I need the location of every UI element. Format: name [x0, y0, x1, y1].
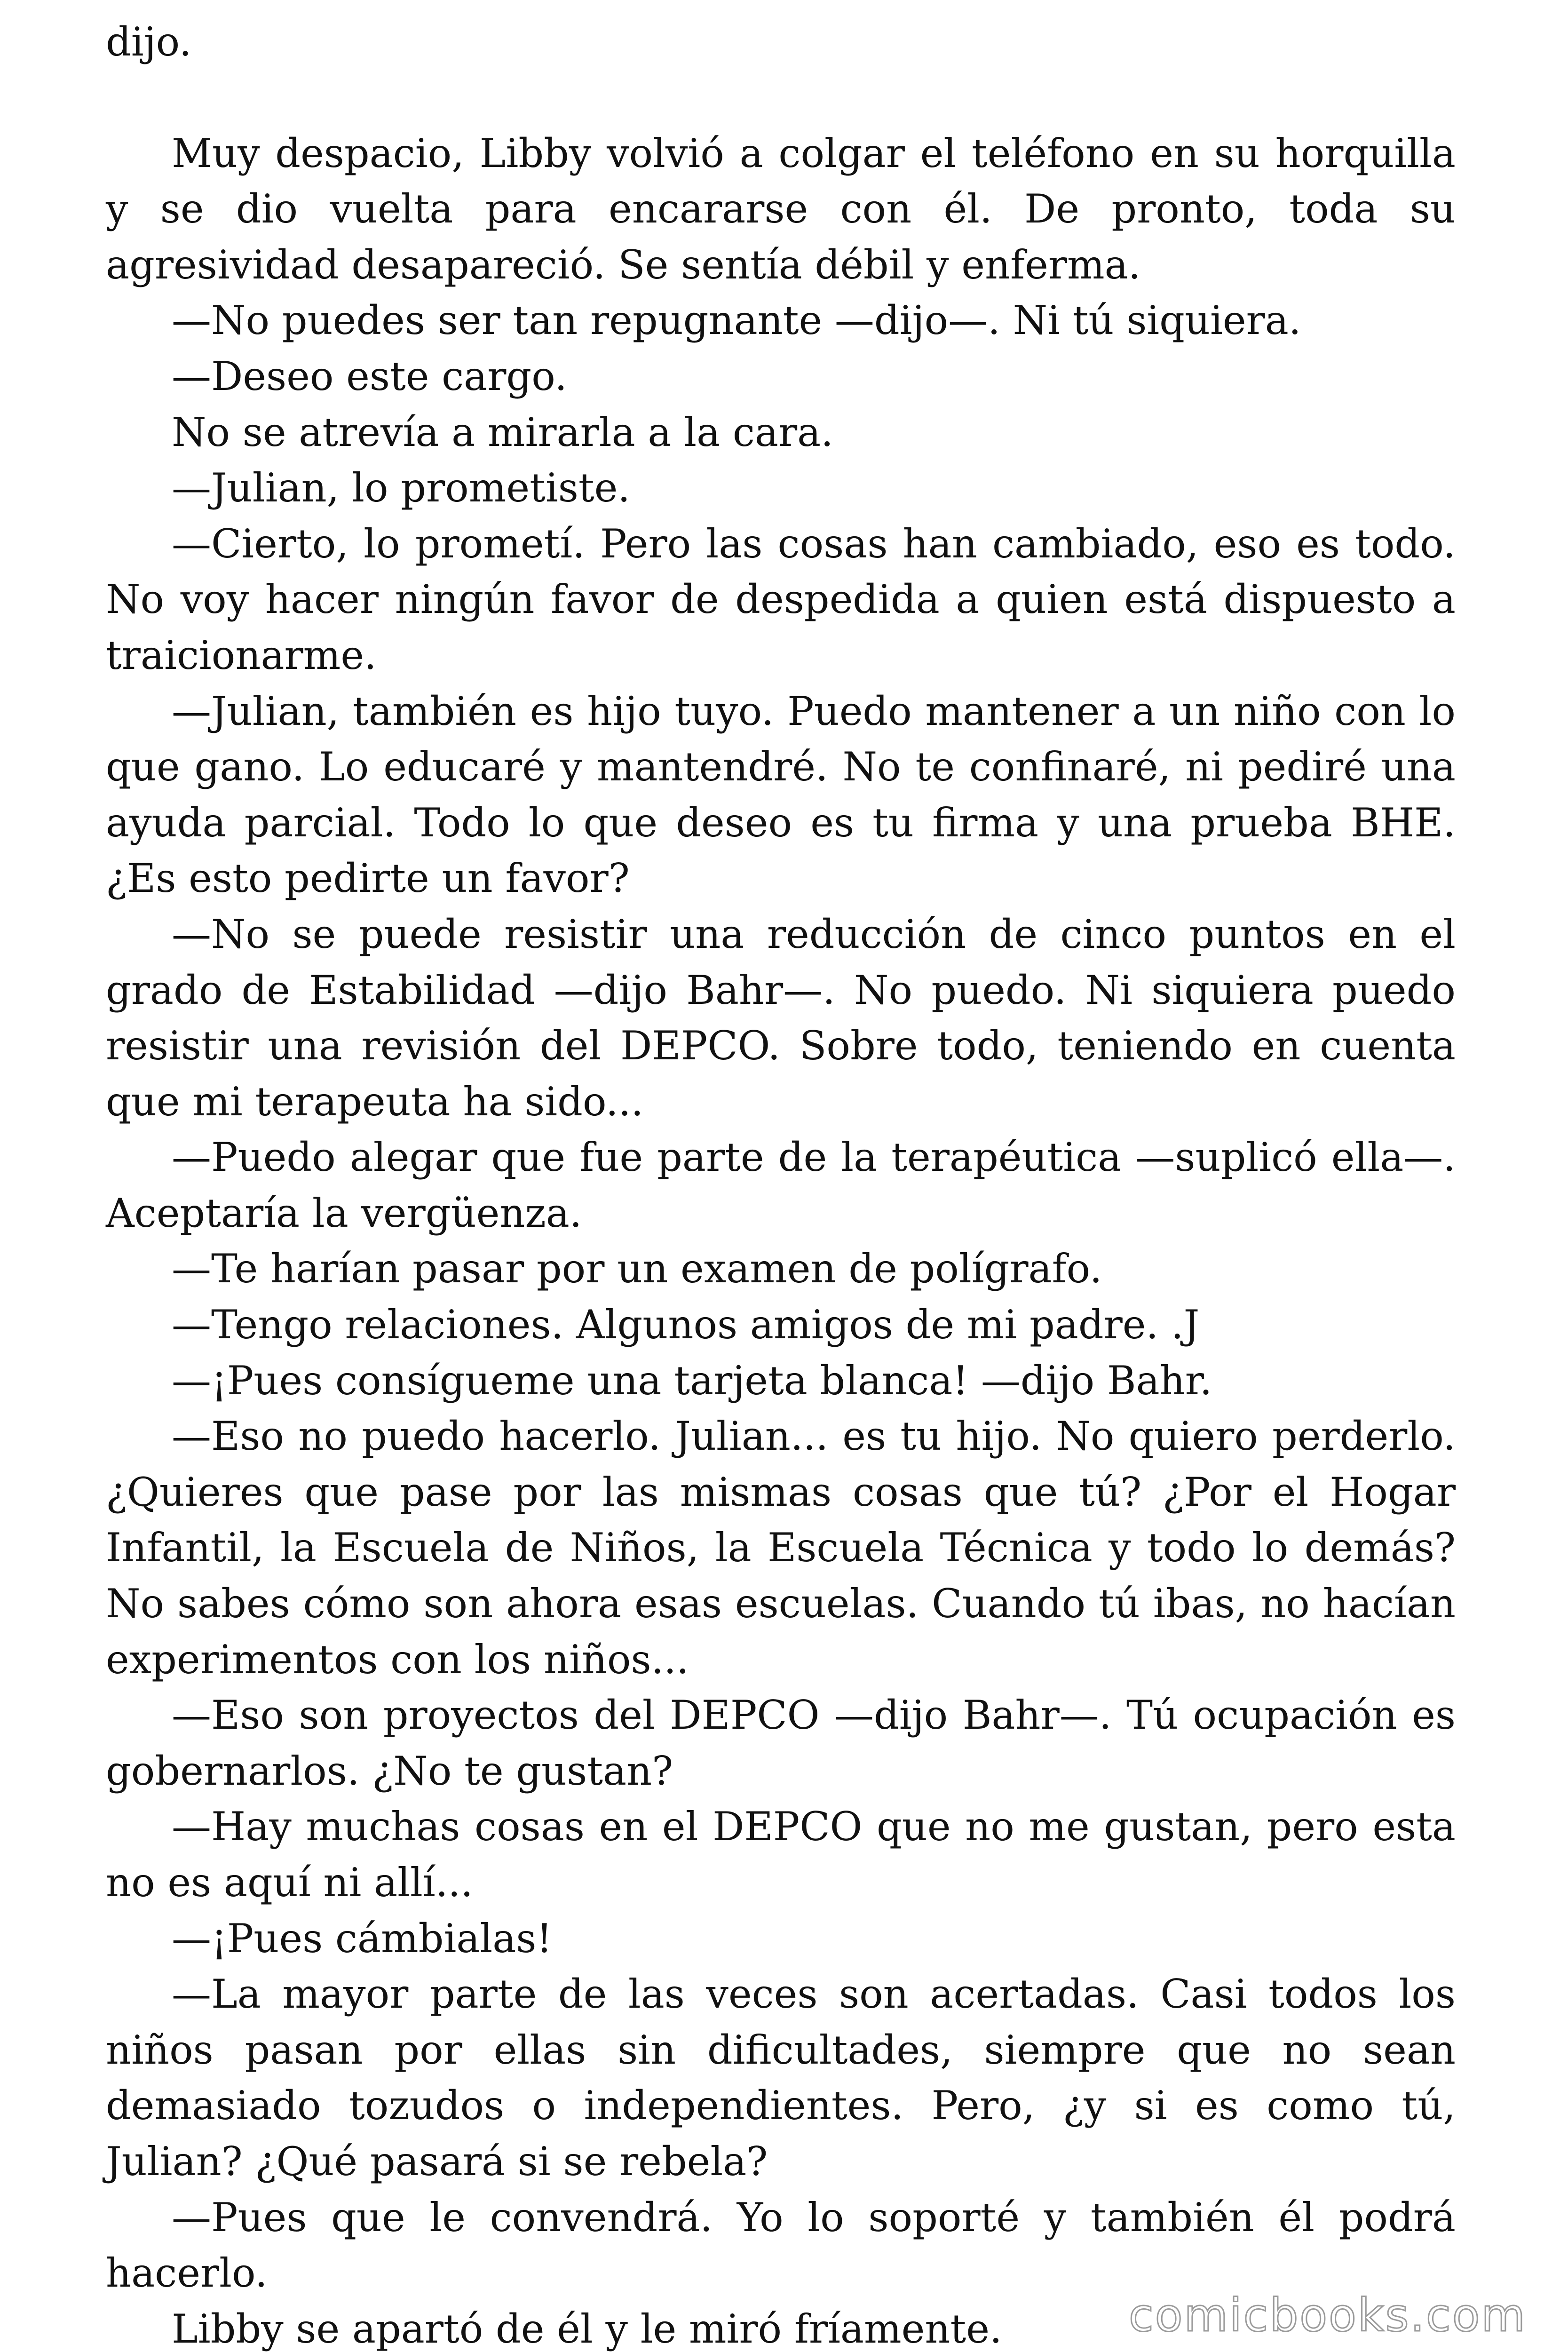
paragraph-16: —Hay muchas cosas en el DEPCO que no me gustan, pero esta no es aquí ni allí...	[106, 1804, 1456, 1906]
paragraph-6: —Julian, lo prometiste.	[172, 465, 630, 511]
paragraph-19: —Pues que le convendrá. Yo lo soporté y también él podrá hacerlo.	[106, 2194, 1456, 2296]
paragraph-3: —No puedes ser tan repugnante —dijo—. Ni tú siquiera.	[172, 297, 1301, 344]
watermark-logo: comicbooks.com	[1128, 2289, 1527, 2342]
paragraph-17: —¡Pues cámbialas!	[172, 1915, 553, 1962]
paragraph-5: No se atrevía a mirarla a la cara.	[172, 409, 833, 455]
paragraph-13: —¡Pues consígueme una tarjeta blanca! —dijo Bahr.	[172, 1357, 1212, 1404]
paragraph-15: —Eso son proyectos del DEPCO —dijo Bahr—. Tú ocupación es gobernarlos. ¿No te gustan?	[106, 1692, 1456, 1794]
paragraph-18: —La mayor parte de las veces son acertadas. Casi todos los niños pasan por ellas sin dificultades, siempre que no sean demasiado tozudos o independientes. Pero, ¿y si es como tú, Julian? ¿Qué pasará si se rebela?	[106, 1971, 1456, 2185]
paragraph-10: —Puedo alegar que fue parte de la terapéutica —suplicó ella—. Aceptaría la vergüenza.	[106, 1134, 1456, 1236]
paragraph-1: dijo.	[106, 19, 192, 65]
paragraph-12: —Tengo relaciones. Algunos amigos de mi padre. .J	[172, 1302, 1200, 1348]
paragraph-11: —Te harían pasar por un examen de polígrafo.	[172, 1246, 1102, 1292]
paragraph-4: —Deseo este cargo.	[172, 353, 567, 399]
paragraph-2: Muy despacio, Libby volvió a colgar el teléfono en su horquilla y se dio vuelta para encararse con él. De pronto, toda su agresividad desapareció. Se sentía débil y enferma.	[106, 130, 1456, 288]
book-page	[106, 14, 1456, 2352]
paragraph-9: —No se puede resistir una reducción de cinco puntos en el grado de Estabilidad —dijo Bahr—. No puedo. Ni siquiera puedo resistir una revisión del DEPCO. Sobre todo, teniendo en cuenta que mi terapeuta ha sido...	[106, 911, 1456, 1125]
paragraph-7: —Cierto, lo prometí. Pero las cosas han cambiado, eso es todo. No voy hacer ningún favor de despedida a quien está dispuesto a traicionarme.	[106, 520, 1456, 678]
paragraph-20: Libby se apartó de él y le miró fríamente.	[172, 2305, 1002, 2352]
paragraph-8: —Julian, también es hijo tuyo. Puedo mantener a un niño con lo que gano. Lo educaré y mantendré. No te confinaré, ni pediré una ayuda parcial. Todo lo que deseo es tu firma y una prueba BHE. ¿Es esto pedirte un favor?	[106, 688, 1456, 902]
paragraph-14: —Eso no puedo hacerlo. Julian... es tu hijo. No quiero perderlo. ¿Quieres que pase por las mismas cosas que tú? ¿Por el Hogar Infantil, la Escuela de Niños, la Escuela Técnica y todo lo demás? No sabes cómo son ahora esas escuelas. Cuando tú ibas, no hacían experimentos con los niños...	[106, 1413, 1456, 1683]
